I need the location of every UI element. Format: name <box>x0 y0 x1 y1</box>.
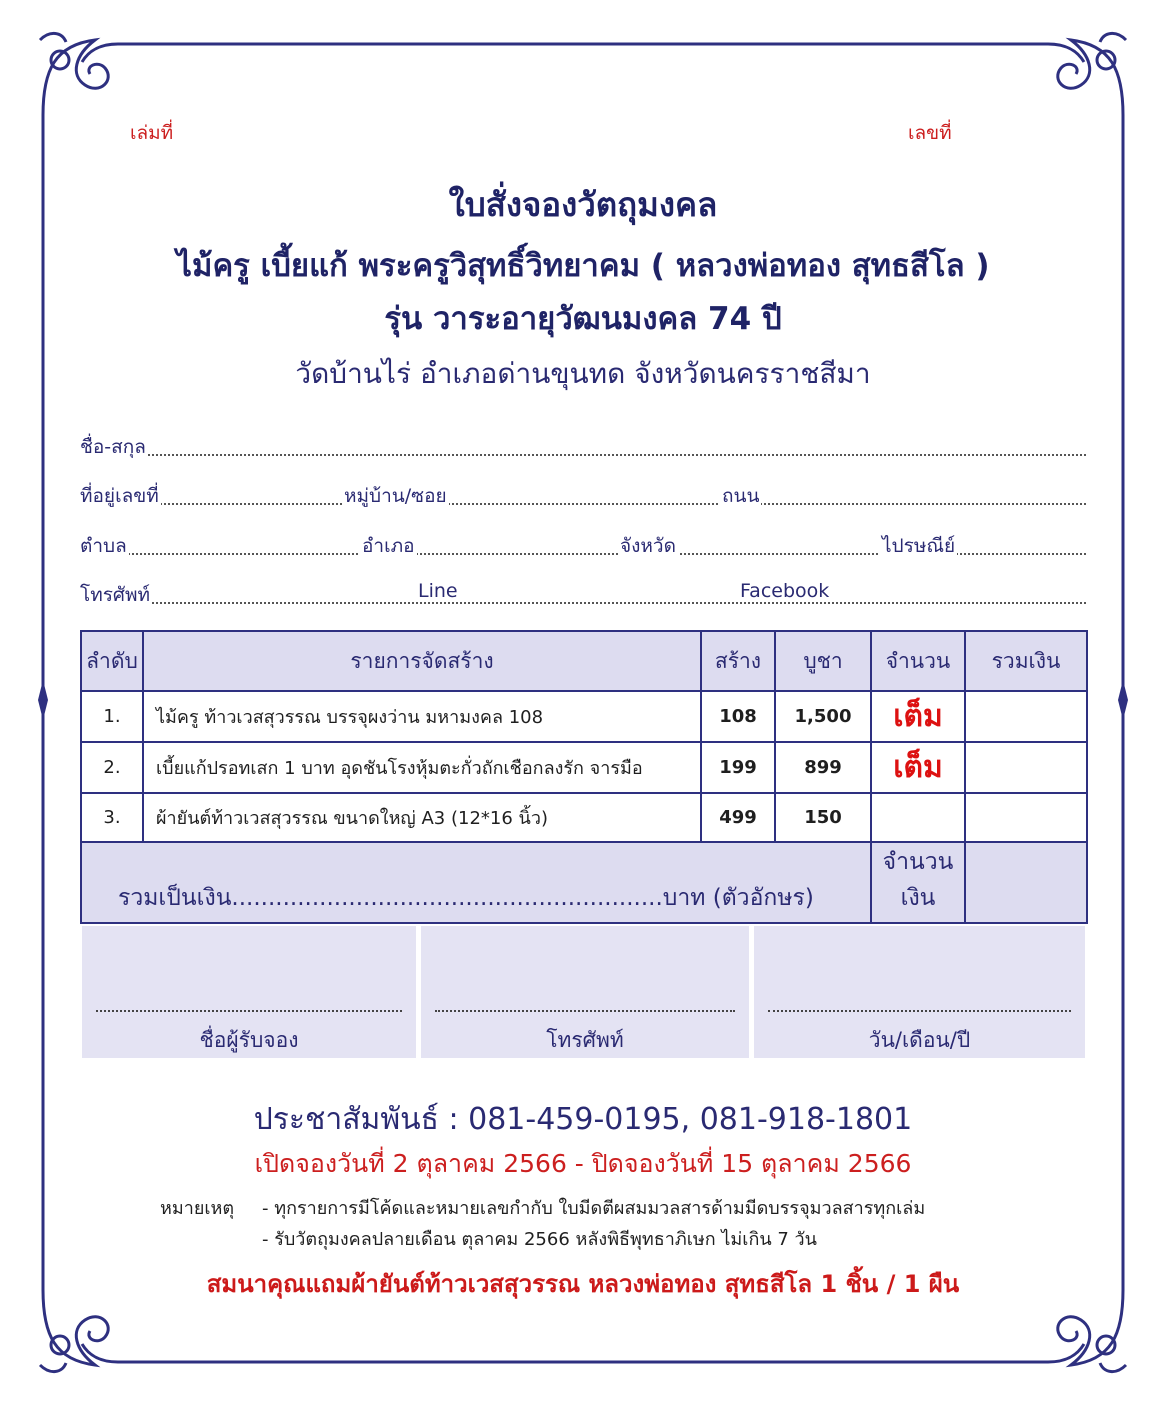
row-quantity[interactable]: เต็ม <box>871 691 965 742</box>
gift-notice: สมนาคุณแถมผ้ายันต์ท้าวเวสสุวรรณ หลวงพ่อทอง สุทธสีโล 1 ชิ้น / 1 ผืน <box>206 1270 960 1298</box>
temple-address: วัดบ้านไร่ อำเภอด่านขุนทด จังหวัดนครราชสีมา <box>295 357 871 390</box>
table-row <box>81 691 1087 742</box>
contact-field[interactable] <box>80 580 1086 610</box>
book-number-label: เล่มที่ <box>130 122 174 144</box>
name-label: ชื่อ-สกุล <box>80 432 148 462</box>
page-subtitle: ไม้ครู เบี้ยแก้ พระครูวิสุทธิ์วิทยาคม ( หลวงพ่อทอง สุทธสีโล ) <box>176 248 990 284</box>
row-total[interactable] <box>965 742 1087 793</box>
sum-in-words[interactable]: รวมเป็นเงิน...........................................................บาท (ตัวอักษร) <box>81 842 871 923</box>
date-label: วัน/เดือน/ปี <box>868 1028 971 1052</box>
edition-title: รุ่น วาระอายุวัฒนมงคล 74 ปี <box>384 301 782 337</box>
village-label: หมู่บ้าน/ซอย <box>342 481 449 511</box>
address-number-label: ที่อยู่เลขที่ <box>80 481 161 511</box>
row-made: 499 <box>701 793 775 842</box>
contact-info: ประชาสัมพันธ์ : 081-459-0195, 081-918-1801 <box>253 1102 913 1137</box>
phone-label: โทรศัพท์ <box>80 580 152 610</box>
amount-value[interactable] <box>965 842 1087 923</box>
col-header-total: รวมเงิน <box>965 631 1087 691</box>
phone-signature-box[interactable] <box>421 926 749 1058</box>
row-price: 150 <box>775 793 871 842</box>
postcode-label: ไปรษณีย์ <box>880 531 957 561</box>
line-label: Line <box>418 580 458 602</box>
row-price: 1,500 <box>775 691 871 742</box>
subdistrict-label: ตำบล <box>80 531 129 561</box>
col-header-price: บูชา <box>775 631 871 691</box>
row-quantity[interactable] <box>871 793 965 842</box>
col-header-order: ลำดับ <box>81 631 143 691</box>
sum-row <box>81 842 1087 923</box>
note-line-2: - รับวัตถุมงคลปลายเดือน ตุลาคม 2566 หลังพิธีพุทธาภิเษก ไม่เกิน 7 วัน <box>262 1229 817 1250</box>
row-item: ไม้ครู ท้าวเวสสุวรรณ บรรจุผงว่าน มหามงคล 108 <box>143 691 701 742</box>
order-table <box>80 630 1088 924</box>
table-header-row <box>81 631 1087 691</box>
row-item: เบี้ยแก้ปรอทเสก 1 บาท อุดชันโรงหุ้มตะกั่วถักเชือกลงรัก จารมือ <box>143 742 701 793</box>
receiver-label: ชื่อผู้รับจอง <box>199 1028 299 1052</box>
booking-period: เปิดจองวันที่ 2 ตุลาคม 2566 - ปิดจองวันที่ 15 ตุลาคม 2566 <box>254 1149 912 1178</box>
amount-label <box>871 842 965 923</box>
amount-label-text: จำนวนเงิน <box>882 849 954 911</box>
row-price: 899 <box>775 742 871 793</box>
document-number-label: เลขที่ <box>908 122 952 144</box>
receiver-signature-box[interactable] <box>82 926 416 1058</box>
note-label: หมายเหตุ <box>160 1198 235 1219</box>
district-label: อำเภอ <box>360 531 417 561</box>
province-label: จังหวัด <box>618 531 678 561</box>
table-row <box>81 793 1087 842</box>
note-line-1: - ทุกรายการมีโค้ดและหมายเลขกำกับ ใบมีดตีผสมมวลสารด้ามมีดบรรจุมวลสารทุกเล่ม <box>262 1198 926 1219</box>
facebook-label: Facebook <box>740 580 830 602</box>
row-item: ผ้ายันต์ท้าวเวสสุวรรณ ขนาดใหญ่ A3 (12*16 นิ้ว) <box>143 793 701 842</box>
name-field[interactable] <box>80 432 1086 462</box>
row-total[interactable] <box>965 691 1087 742</box>
row-made: 108 <box>701 691 775 742</box>
col-header-item: รายการจัดสร้าง <box>143 631 701 691</box>
address-field[interactable] <box>80 481 1086 511</box>
row-made: 199 <box>701 742 775 793</box>
page-title: ใบสั่งจองวัตถุมงคล <box>448 185 718 224</box>
row-number: 1. <box>81 691 143 742</box>
col-header-quantity: จำนวน <box>871 631 965 691</box>
table-row <box>81 742 1087 793</box>
col-header-made: สร้าง <box>701 631 775 691</box>
signature-phone-label: โทรศัพท์ <box>546 1028 624 1052</box>
row-quantity[interactable]: เต็ม <box>871 742 965 793</box>
date-signature-box[interactable] <box>754 926 1085 1058</box>
row-total[interactable] <box>965 793 1087 842</box>
location-field[interactable] <box>80 531 1086 561</box>
row-number: 3. <box>81 793 143 842</box>
road-label: ถนน <box>720 481 761 511</box>
row-number: 2. <box>81 742 143 793</box>
